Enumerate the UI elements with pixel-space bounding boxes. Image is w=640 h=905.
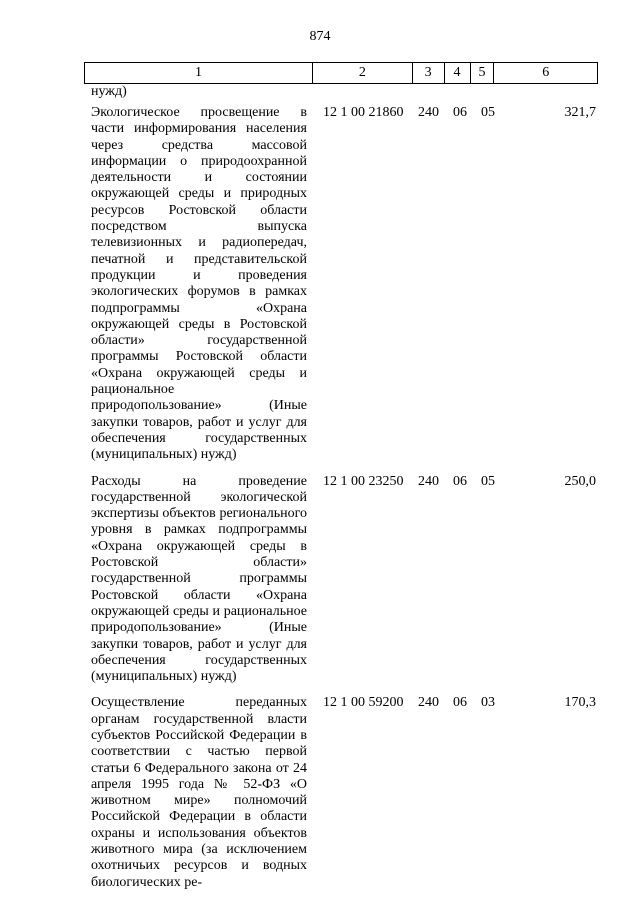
row-subsection: 05 bbox=[481, 105, 495, 120]
header-col-6: 6 bbox=[542, 65, 550, 80]
row-expense-type: 240 bbox=[418, 473, 439, 489]
row-description: Осуществление переданных органам государственной власти субъектов Российской Федерации в соответствии с частью первой статьи 6 Федерального закона от 24 апреля 1995 года № 52-ФЗ «О животном мире» полномочий Российской Федерации в области охраны и использования объектов животного мира (за исключением охотничьих ресурсов и водных биологических ре- bbox=[91, 695, 307, 890]
table-row bbox=[0, 474, 640, 686]
row-description: Экологическое просвещение в части информирования населения через средства массовой информации о природоохранной деятельности и состоянии окружающей среды и природных ресурсов Ростовской области посредством выпуска телевизионных и радиопередач, печатной и представительской продукции и проведения экологических форумов в рамках подпрограммы «Охрана окружающей среды в Ростовской области» государственной программы Ростовской области «Охрана окружающей среды и рациональное природопользование» (Иные закупки товаров, работ и услуг для обеспечения государственных (муниципальных) нужд) bbox=[91, 105, 307, 463]
row-section: 06 bbox=[453, 695, 467, 711]
row-target-code: 12 1 00 21860 bbox=[323, 105, 404, 120]
row-target-code: 12 1 00 23250 bbox=[323, 473, 404, 489]
row-expense-type: 240 bbox=[418, 695, 439, 711]
page-number: 874 bbox=[309, 29, 331, 44]
row-target-code: 12 1 00 59200 bbox=[323, 695, 404, 711]
table-row bbox=[0, 695, 640, 891]
row-section: 06 bbox=[453, 473, 467, 489]
row-amount: 250,0 bbox=[564, 473, 596, 489]
row-description: Расходы на проведение государственной экологической экспертизы объектов регионального уровня в рамках подпрограммы «Охрана окружающей среды в Ростовской области» государственной программы Ростовской области «Охрана окружающей среды и рациональное природопользование» (Иные закупки товаров, работ и услуг для обеспечения государственных (муниципальных) нужд) bbox=[91, 473, 307, 685]
table-row bbox=[0, 105, 640, 464]
row-subsection: 05 bbox=[481, 473, 495, 489]
header-col-1: 1 bbox=[85, 63, 313, 83]
table-header bbox=[84, 62, 598, 84]
header-col-3: 3 bbox=[413, 63, 445, 83]
header-col-2: 2 bbox=[313, 63, 413, 83]
row-section: 06 bbox=[453, 105, 467, 120]
row-subsection: 03 bbox=[481, 695, 495, 711]
header-col-4: 4 bbox=[445, 63, 471, 83]
continued-text: нужд) bbox=[91, 84, 127, 99]
row-amount: 321,7 bbox=[564, 105, 596, 120]
table-body bbox=[0, 105, 640, 891]
row-amount: 170,3 bbox=[564, 695, 596, 711]
header-col-5: 5 bbox=[471, 63, 495, 83]
row-expense-type: 240 bbox=[418, 105, 439, 120]
